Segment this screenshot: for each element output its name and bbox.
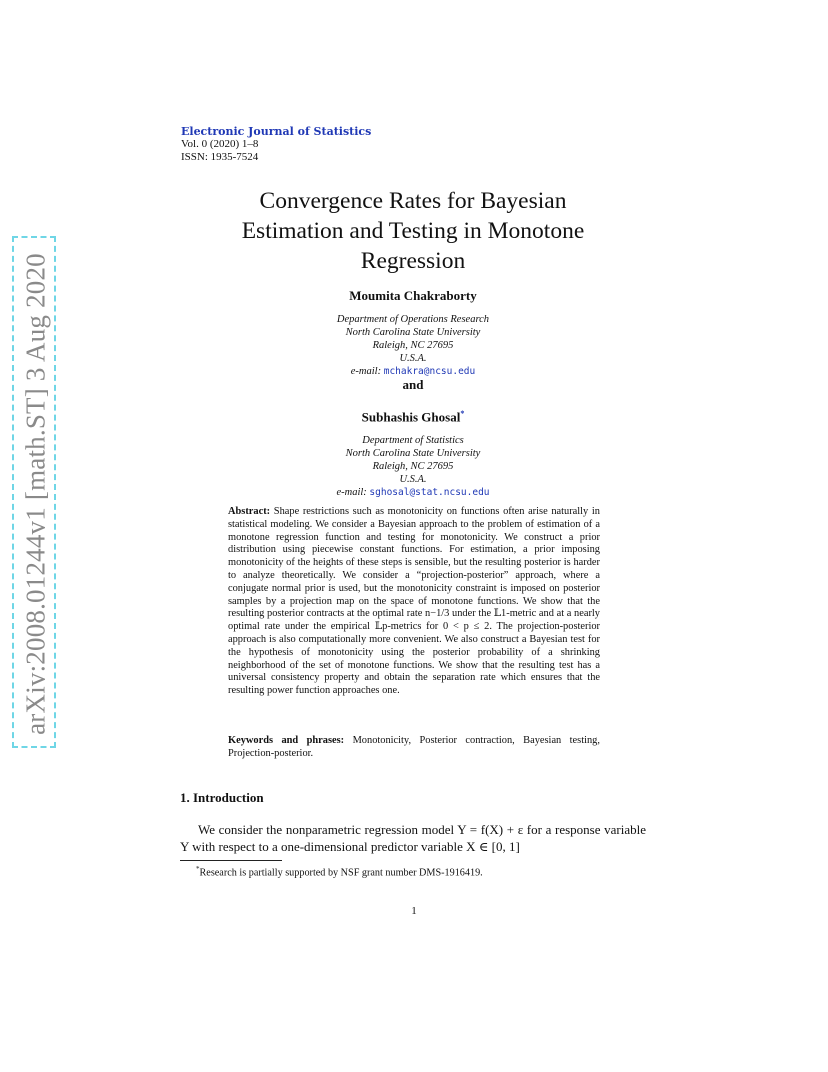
author-affiliation bbox=[180, 434, 646, 499]
footnote bbox=[196, 865, 483, 878]
affiliation-line: Department of Operations Research bbox=[336, 314, 490, 325]
affiliation-line: Raleigh, NC 27695 bbox=[372, 461, 454, 473]
affiliation-line: North Carolina State University bbox=[345, 448, 481, 460]
author-name: Moumita Chakraborty bbox=[349, 288, 477, 303]
journal-header bbox=[181, 125, 371, 164]
arxiv-stamp: arXiv:2008.01244v1 [math.ST] 3 Aug 2020 bbox=[20, 253, 51, 735]
section-text bbox=[180, 821, 646, 855]
affiliation-line: U.S.A. bbox=[399, 353, 427, 364]
affiliation-line: U.S.A. bbox=[399, 474, 427, 486]
journal-name[interactable]: Electronic Journal of Statistics bbox=[181, 125, 372, 138]
email-label: e-mail: bbox=[350, 366, 382, 377]
keywords bbox=[228, 735, 600, 761]
and-separator bbox=[180, 376, 646, 394]
email-label: e-mail: bbox=[336, 487, 367, 499]
title-line: Regression bbox=[360, 248, 466, 274]
email-line bbox=[180, 486, 646, 499]
footnote-mark: * bbox=[196, 865, 200, 873]
title-line: Convergence Rates for Bayesian bbox=[259, 188, 567, 214]
page-number: 1 bbox=[411, 905, 417, 917]
section-heading: 1. Introduction bbox=[180, 790, 264, 805]
author-affiliation bbox=[180, 313, 646, 378]
author-block-2 bbox=[180, 409, 646, 499]
author-name bbox=[180, 409, 646, 425]
journal-volume: Vol. 0 (2020) 1–8 bbox=[181, 138, 259, 150]
footnote-rule bbox=[180, 860, 282, 861]
footnote-text: Research is partially supported by NSF grant number DMS-1916419. bbox=[199, 867, 483, 879]
abstract bbox=[228, 506, 600, 698]
author-email-link[interactable]: mchakra@ncsu.edu bbox=[383, 366, 476, 377]
keywords-text: Monotonicity, Posterior contraction, Bayesian testing, Projection-posterior. bbox=[228, 735, 600, 759]
arxiv-stamp-frame bbox=[12, 236, 56, 748]
author-email-link[interactable]: sghosal@stat.ncsu.edu bbox=[369, 487, 490, 499]
intro-paragraph: We consider the nonparametric regression model Y = f(X) + ε for a response variable Y with respect to a one-dimensional predictor variable X ∈ [0, 1] bbox=[180, 822, 646, 854]
author-name-text: Subhashis Ghosal bbox=[361, 409, 461, 425]
footnote-marker[interactable]: * bbox=[460, 409, 465, 418]
and-text: and bbox=[402, 377, 424, 392]
title-line: Estimation and Testing in Monotone bbox=[241, 218, 585, 244]
author-block-1 bbox=[180, 288, 646, 378]
paper-title bbox=[180, 186, 646, 276]
abstract-text: Shape restrictions such as monotonicity on functions often arise naturally in statistical modeling. We consider a Bayesian approach to the problem of estimation of a monotone regression function and testing for monotonicity. We construct a prior distribution using piecewise constant functions. For estimation, a prior imposing monotonicity of the heights of these steps is sensible, but the resulting posterior is harder to analyze theoretically. We consider a “projection-posterior” approach, where a conjugate normal prior is used, but the monotonicity constraint is imposed on posterior samples by a projection map on the space of monotone functions. We show that the resulting posterior contracts at the optimal rate n−1/3 under the 𝕃1-metric and at a nearly optimal rate under the empirical 𝕃p-metrics for 0 < p ≤ 2. The projection-posterior approach is also computationally more convenient. We also construct a Bayesian test for the hypothesis of monotonicity using the posterior probability of a shrinking neighborhood of the set of monotone functions. We show that the resulting test has a universal consistency property and obtain the separation rate which ensures that the resulting power function approaches one. bbox=[228, 506, 601, 697]
journal-issn: ISSN: 1935-7524 bbox=[181, 151, 259, 163]
affiliation-line: Department of Statistics bbox=[362, 435, 464, 447]
abstract-label: Abstract: bbox=[228, 506, 271, 517]
affiliation-line: Raleigh, NC 27695 bbox=[372, 340, 454, 351]
keywords-label: Keywords and phrases: bbox=[228, 735, 345, 746]
affiliation-line: North Carolina State University bbox=[345, 327, 481, 338]
